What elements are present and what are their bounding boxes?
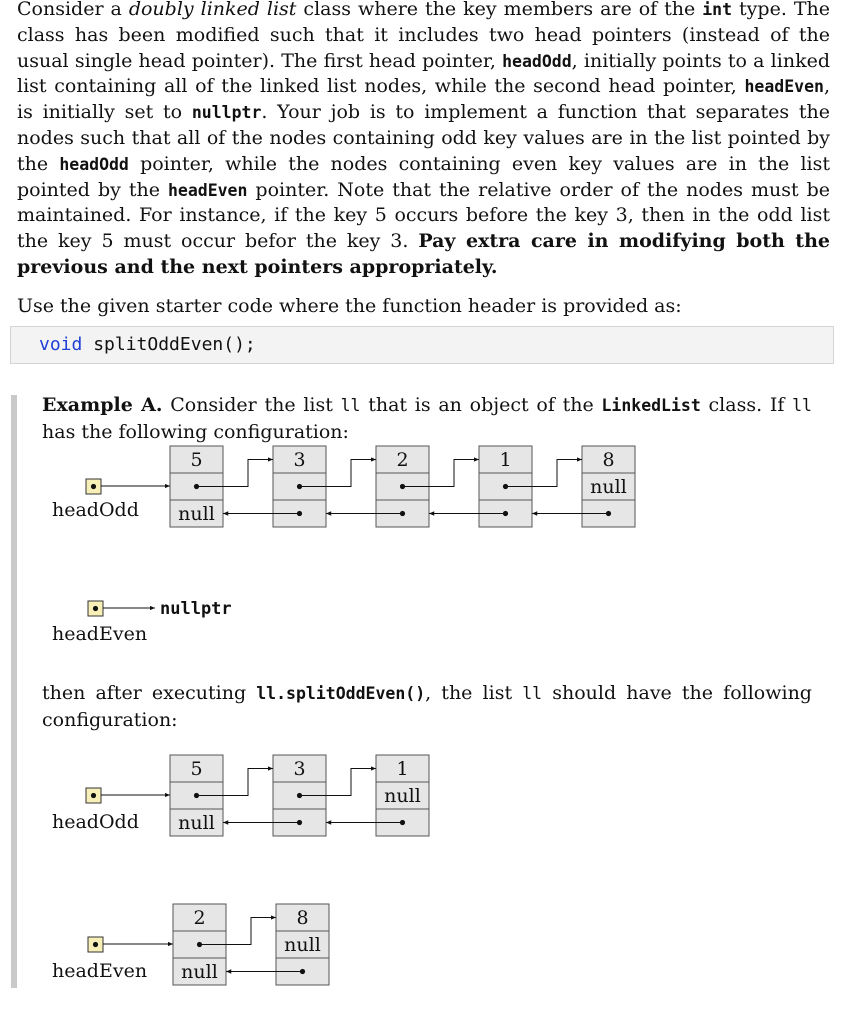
example-title: Example A. xyxy=(42,394,163,416)
head-dot xyxy=(91,484,96,489)
head-dot xyxy=(91,793,96,798)
text: type. The class has been modified such that it includes two head pointers (instead of the usual single head pointer). The first head pointer, xyxy=(17,0,830,72)
head-label: headOdd xyxy=(52,499,139,521)
bold-warning: Pay extra care in modifying both the previous and the next pointers appropriately. xyxy=(17,230,830,278)
text: Consider a xyxy=(17,0,129,20)
head-label: headEven xyxy=(52,960,148,982)
code-ll: ll xyxy=(522,684,543,703)
head-label: headOdd xyxy=(52,811,139,833)
code-nullptr: nullptr xyxy=(191,103,262,123)
null-label: null xyxy=(178,503,215,525)
text: . Your job is to implement a function that separates the nodes such that all of the nodes containing odd key values are in the list pointed by the xyxy=(17,101,830,175)
text: then after executing xyxy=(42,682,257,704)
null-label: null xyxy=(178,812,215,834)
null-label: null xyxy=(384,785,421,807)
emphasis-text: doubly linked list xyxy=(128,0,297,20)
code-ll: ll xyxy=(792,396,812,415)
code-keyword: void xyxy=(39,334,83,355)
code-headodd: headOdd xyxy=(59,154,129,174)
code-int: int xyxy=(702,0,733,19)
nullptr-label: nullptr xyxy=(160,599,232,619)
code-class: LinkedList xyxy=(601,396,701,415)
text: , is initially set to xyxy=(17,75,830,124)
text: that is an object of the xyxy=(360,394,602,416)
code-signature: splitOddEven(); xyxy=(82,334,256,355)
text: pointer, while the nodes containing even key values are in the list pointed by the xyxy=(17,152,830,201)
node-key: 2 xyxy=(396,449,409,471)
null-label: null xyxy=(181,961,218,983)
text: Use the given starter code where the function header is provided as: xyxy=(17,295,682,317)
node-key: 5 xyxy=(190,449,203,471)
code-ll: ll xyxy=(340,396,361,415)
code-headodd: headOdd xyxy=(502,51,572,71)
text: has the following configuration: xyxy=(42,421,349,443)
node-key: 3 xyxy=(293,758,306,780)
head-dot xyxy=(93,606,98,611)
head-dot xyxy=(93,942,98,947)
text: , initially points to a linked list containing all of the linked list nodes, while the second head pointer, xyxy=(17,49,830,98)
code-headeven: headEven xyxy=(167,180,248,200)
text: should have the following configuration: xyxy=(42,682,812,731)
null-label: null xyxy=(284,934,321,956)
text: pointer. Note that the relative order of the nodes must be maintained. For instance, if the key 5 occurs before the key 3, then in the odd list the key 5 must occur befor the key 3. xyxy=(17,178,830,253)
node-key: 3 xyxy=(293,449,306,471)
node-key: 1 xyxy=(499,449,512,471)
node-key: 1 xyxy=(396,758,409,780)
code-headeven: headEven xyxy=(744,77,824,97)
node-key: 8 xyxy=(296,907,309,929)
text: class where the key members are of the xyxy=(296,0,703,20)
null-label: null xyxy=(590,476,627,498)
code-call: ll.splitOddEven() xyxy=(256,684,426,703)
head-label: headEven xyxy=(52,623,148,645)
text: class. If xyxy=(700,394,793,416)
text: , the list xyxy=(425,682,523,704)
node-key: 2 xyxy=(193,907,206,929)
text: Consider the list xyxy=(162,394,341,416)
node-key: 8 xyxy=(602,449,615,471)
node-key: 5 xyxy=(190,758,203,780)
